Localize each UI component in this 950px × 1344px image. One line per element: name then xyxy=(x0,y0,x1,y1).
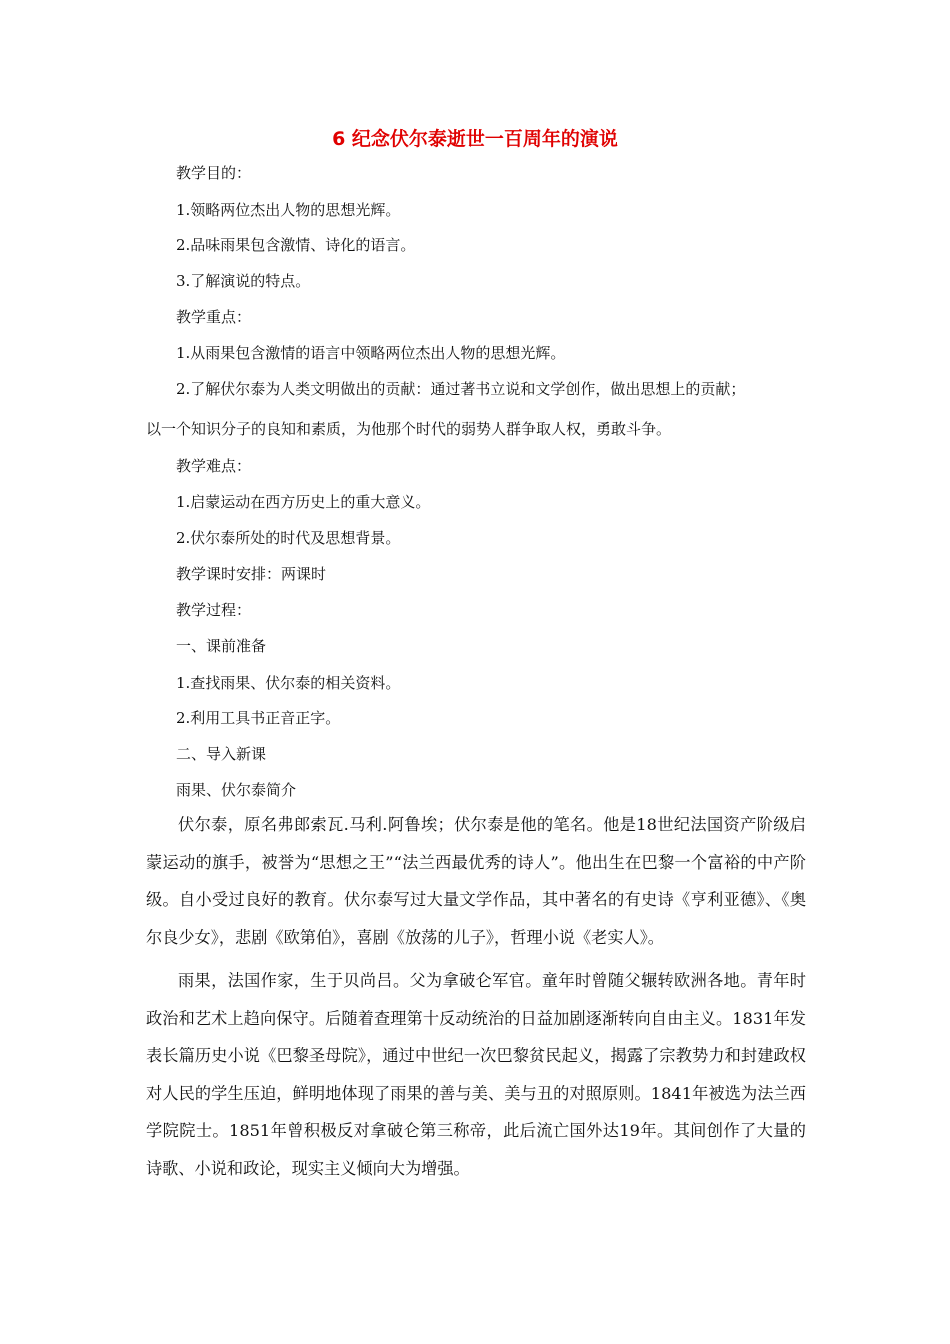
process-step-heading: 一、课前准备 xyxy=(176,637,267,655)
process-step-heading: 二、导入新课 xyxy=(176,745,267,763)
section-heading-process: 教学过程： xyxy=(176,601,252,619)
schedule-line: 教学课时安排：两课时 xyxy=(176,565,327,583)
process-step-item: 1.查找雨果、伏尔泰的相关资料。 xyxy=(176,674,401,692)
key-point-item-continued: 以一个知识分子的良知和素质，为他那个时代的弱势人群争取人权，勇敢斗争。 xyxy=(146,420,672,438)
hugo-paragraph: 雨果，法国作家，生于贝尚吕。父为拿破仑军官。童年时曾随父辗转欧洲各地。青年时政治和艺术上趋向保守。后随着查理第十反动统治的日益加剧逐渐转向自由主义。1831年发表长篇历史小说《巴黎圣母院》，通过中世纪一次巴黎贫民起义，揭露了宗教势力和封建政权对人民的学生压迫，鲜明地体现了雨果的善与美、美与丑的对照原则。1841年被选为法兰西学院院士。1851年曾积极反对拿破仑第三称帝，此后流亡国外达19年。其间创作了大量的诗歌、小说和政论，现实主义倾向大为增强。 xyxy=(146,971,806,1178)
objective-item: 3.了解演说的特点。 xyxy=(176,272,311,290)
process-step-item: 2.利用工具书正音正字。 xyxy=(176,709,341,727)
voltaire-paragraph: 伏尔泰，原名弗郎索瓦.马利.阿鲁埃；伏尔泰是他的笔名。他是18世纪法国资产阶级启蒙运动的旗手，被誉为“思想之王”“法兰西最优秀的诗人”。他出生在巴黎一个富裕的中产阶级。自小受过良好的教育。伏尔泰写过大量文学作品，其中著名的有史诗《亨利亚德》、《奥尔良少女》，悲剧《欧第伯》，喜剧《放荡的儿子》，哲理小说《老实人》。 xyxy=(146,815,806,947)
key-point-item: 2.了解伏尔泰为人类文明做出的贡献：通过著书立说和文学创作，做出思想上的贡献； xyxy=(176,380,746,398)
key-point-item: 1.从雨果包含激情的语言中领略两位杰出人物的思想光辉。 xyxy=(176,344,566,362)
document-title: 6 纪念伏尔泰逝世一百周年的演说 xyxy=(332,128,618,150)
intro-subheading: 雨果、伏尔泰简介 xyxy=(176,781,297,799)
section-heading-objectives: 教学目的： xyxy=(176,164,252,182)
section-heading-difficulties: 教学难点： xyxy=(176,457,252,475)
objective-item: 1.领略两位杰出人物的思想光辉。 xyxy=(176,201,401,219)
difficulty-item: 2.伏尔泰所处的时代及思想背景。 xyxy=(176,529,401,547)
objective-item: 2.品味雨果包含激情、诗化的语言。 xyxy=(176,236,416,254)
section-heading-key-points: 教学重点： xyxy=(176,308,252,326)
difficulty-item: 1.启蒙运动在西方历史上的重大意义。 xyxy=(176,493,431,511)
